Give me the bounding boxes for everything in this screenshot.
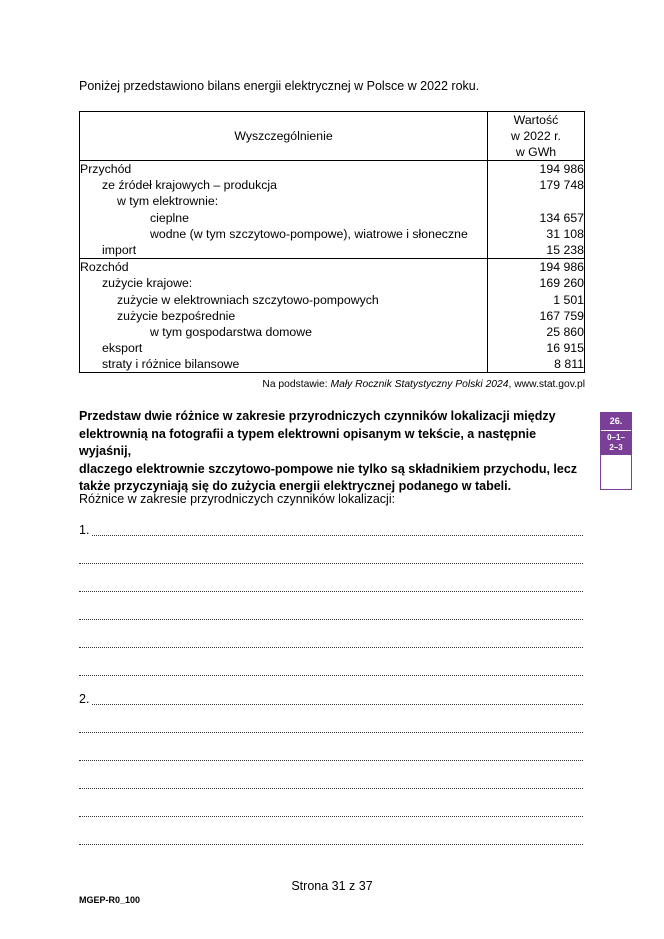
table-row [80, 210, 585, 226]
income-group [80, 161, 585, 259]
answer-line[interactable] [79, 635, 583, 648]
table-row [80, 308, 585, 324]
row-value: 169 260 [488, 275, 585, 291]
source-note [262, 379, 585, 390]
row-label: straty i różnice bilansowe [80, 356, 488, 373]
answer-line[interactable] [79, 551, 583, 564]
row-value: 134 657 [488, 210, 585, 226]
table-row [80, 356, 585, 373]
row-label: cieplne [80, 210, 488, 226]
row-label: zużycie w elektrowniach szczytowo-pompowych [80, 292, 488, 308]
answer-line[interactable] [79, 804, 583, 817]
row-value: 1 501 [488, 292, 585, 308]
answer-line[interactable] [79, 776, 583, 789]
task-number-badge [600, 412, 632, 490]
table-row [80, 242, 585, 259]
expenditure-group [80, 259, 585, 373]
row-label: Przychód [80, 161, 488, 178]
row-label: wodne (w tym szczytowo-pompowe), wiatrowe i słoneczne [80, 226, 488, 242]
source-suffix: , www.stat.gov.pl [508, 379, 585, 390]
row-value: 179 748 [488, 177, 585, 193]
answer-line[interactable] [79, 692, 583, 705]
intro-text: Poniżej przedstawiono bilans energii elektrycznej w Polsce w 2022 roku. [79, 79, 480, 93]
header-value-line: Wartość [513, 113, 559, 127]
table-row [80, 177, 585, 193]
task-line: dlaczego elektrownie szczytowo-pompowe nie tylko są składnikiem przychodu, lecz [79, 461, 578, 476]
source-prefix: Na podstawie: [262, 379, 331, 390]
task-number: 26. [601, 413, 631, 430]
source-title: Mały Rocznik Statystyczny Polski 2024 [330, 379, 509, 390]
header-value-line: w GWh [515, 145, 557, 159]
row-value: 8 811 [488, 356, 585, 373]
row-value: 167 759 [488, 308, 585, 324]
header-value-line: w 2022 r. [511, 129, 561, 143]
answer-line[interactable] [79, 748, 583, 761]
answer-line[interactable] [79, 523, 583, 536]
answer-line[interactable] [79, 607, 583, 620]
row-label: zużycie krajowe: [80, 275, 488, 291]
row-label: zużycie bezpośrednie [80, 308, 488, 324]
table-row [80, 226, 585, 242]
answer-line[interactable] [79, 663, 583, 676]
row-label: w tym gospodarstwa domowe [80, 324, 488, 340]
task-line: także przyczyniają się do zużycia energii elektrycznej podanego w tabeli. [79, 479, 512, 493]
row-label: eksport [80, 340, 488, 356]
task-instruction [79, 408, 587, 496]
row-value: 16 915 [488, 340, 585, 356]
table-row [80, 275, 585, 291]
task-points [601, 431, 631, 455]
answer-item-number: 1. [79, 523, 90, 537]
task-points-line: 0–1– [607, 433, 625, 442]
row-value: 194 986 [488, 259, 585, 276]
row-label: ze źródeł krajowych – produkcja [80, 177, 488, 193]
row-value: 25 860 [488, 324, 585, 340]
row-value: 31 108 [488, 226, 585, 242]
table-header-row [80, 112, 585, 161]
answer-line[interactable] [79, 720, 583, 733]
answer-line[interactable] [79, 579, 583, 592]
page-number: Strona 31 z 37 [291, 879, 373, 893]
exam-code: MGEP-R0_100 [79, 895, 141, 905]
task-line: Przedstaw dwie różnice w zakresie przyrodniczych czynników lokalizacji między [79, 409, 556, 423]
task-line: elektrownią na fotografii a typem elektrowni opisanym w tekście, a następnie wyjaśnij, [79, 426, 537, 458]
table-row [80, 161, 585, 178]
row-value [488, 193, 585, 209]
energy-balance-table [79, 111, 585, 373]
row-label: w tym elektrownie: [80, 193, 488, 209]
table-row [80, 292, 585, 308]
row-label: import [80, 242, 488, 259]
header-value [488, 112, 585, 161]
header-description: Wyszczególnienie [80, 112, 488, 161]
answer-line[interactable] [79, 832, 583, 845]
table-row [80, 193, 585, 209]
table-row [80, 324, 585, 340]
table-row [80, 340, 585, 356]
row-value: 15 238 [488, 242, 585, 259]
answer-subheading: Różnice w zakresie przyrodniczych czynników lokalizacji: [79, 492, 396, 506]
table-row [80, 259, 585, 276]
task-points-line: 2–3 [609, 443, 623, 452]
row-value: 194 986 [488, 161, 585, 178]
answer-item-number: 2. [79, 692, 90, 706]
row-label: Rozchód [80, 259, 488, 276]
